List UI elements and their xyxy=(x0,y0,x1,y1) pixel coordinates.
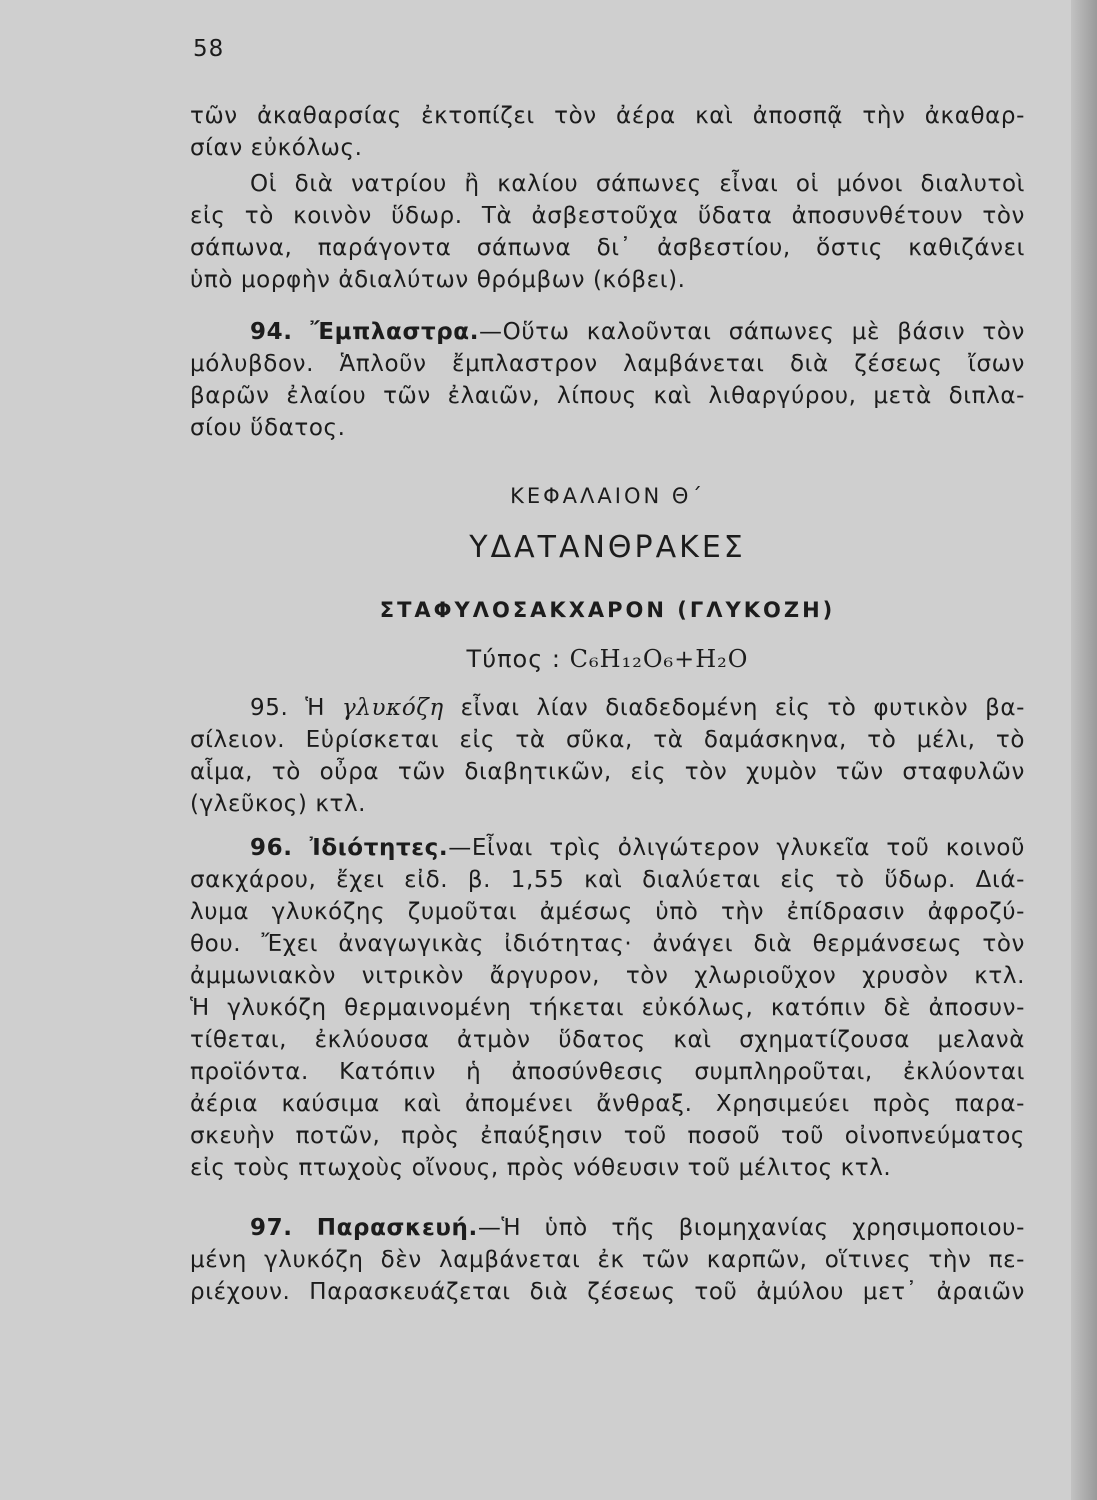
text-line: ριέχουν. Παρασκευάζεται διὰ ζέσεως τοῦ ἀμύλου μετ᾽ ἀραιῶν xyxy=(190,1279,1025,1305)
formula-value: C₆H₁₂O₆+H₂O xyxy=(569,645,749,673)
text-line-rest: —Ἡ ὑπὸ τῆς βιομηχανίας χρησιμοποιου- xyxy=(477,1215,1025,1241)
section-heading-96: 96. Ἰδιότητες. xyxy=(250,835,449,861)
text-line: Οἱ διὰ νατρίου ἢ καλίου σάπωνες εἶναι οἱ μόνοι διαλυτοὶ xyxy=(250,171,1025,197)
text-line: βαρῶν ἐλαίου τῶν ἐλαιῶν, λίπους καὶ λιθαργύρου, μετὰ διπλα- xyxy=(190,383,1025,409)
chemical-formula xyxy=(190,645,1025,673)
italic-term: γλυκόζη xyxy=(342,695,444,721)
paragraph-soaps xyxy=(190,168,1025,296)
paragraph-96-properties xyxy=(190,832,1025,1184)
text-line: προϊόντα. Κατόπιν ἡ ἀποσύνθεσις συμπληροῦται, ἐκλύονται xyxy=(190,1059,1025,1085)
chapter-title: ΥΔΑΤΑΝΘΡΑΚΕΣ xyxy=(469,530,746,565)
text-line: εἰς τὸ κοινὸν ὕδωρ. Τὰ ἀσβεστοῦχα ὕδατα ἀποσυνθέτουν τὸν xyxy=(190,203,1025,229)
text-line: σάπωνα, παράγοντα σάπωνα δι᾽ ἀσβεστίου, ὅστις καθιζάνει xyxy=(190,235,1025,261)
paragraph-95-glucose xyxy=(190,692,1025,820)
chapter-label: ΚΕΦΑΛΑΙΟΝ Θ΄ xyxy=(510,484,705,508)
paragraph-continuation xyxy=(190,100,1025,164)
text-line: μόλυβδον. Ἁπλοῦν ἔμπλαστρον λαμβάνεται διὰ ζέσεως ἴσων xyxy=(190,351,1025,377)
text-line: ὑπὸ μορφὴν ἀδιαλύτων θρόμβων (κόβει). xyxy=(190,267,686,293)
text-line: τίθεται, ἐκλύουσα ἀτμὸν ὕδατος καὶ σχηματίζουσα μελανὰ xyxy=(190,1027,1025,1053)
text-line: (γλεῦκος) κτλ. xyxy=(190,791,367,817)
text-line: Ἡ γλυκόζη θερμαινομένη τήκεται εὐκόλως, κατόπιν δὲ ἀποσυν- xyxy=(190,995,1025,1021)
text-line: σίλειον. Εὑρίσκεται εἰς τὰ σῦκα, τὰ δαμάσκηνα, τὸ μέλι, τὸ xyxy=(190,727,1025,753)
text-line: σακχάρου, ἔχει εἰδ. β. 1,55 καὶ διαλύεται εἰς τὸ ὕδωρ. Διά- xyxy=(190,867,1025,893)
formula-label: Τύπος : xyxy=(466,645,562,673)
text-line: σκευὴν ποτῶν, πρὸς ἐπαύξησιν τοῦ ποσοῦ τοῦ οἰνοπνεύματος xyxy=(190,1123,1025,1149)
text-line: σίου ὕδατος. xyxy=(190,415,346,441)
text-line: σίαν εὐκόλως. xyxy=(190,135,363,161)
text-line: αἷμα, τὸ οὖρα τῶν διαβητικῶν, εἰς τὸν χυμὸν τῶν σταφυλῶν xyxy=(190,759,1025,785)
text-line: ἀμμωνιακὸν νιτρικὸν ἄργυρον, τὸν χλωριοῦχον χρυσὸν κτλ. xyxy=(190,963,1025,989)
text-line: ἀέρια καύσιμα καὶ ἀπομένει ἄνθραξ. Χρησιμεύει πρὸς παρα- xyxy=(190,1091,1025,1117)
text-line xyxy=(190,316,1025,348)
section-heading-97: 97. Παρασκευή. xyxy=(250,1215,478,1241)
text-line xyxy=(190,1212,1025,1244)
text-line-rest: —Οὕτω καλοῦνται σάπωνες μὲ βάσιν τὸν xyxy=(479,319,1025,345)
text-line xyxy=(190,692,1025,724)
paragraph-97-preparation xyxy=(190,1212,1025,1308)
page-number: 58 xyxy=(193,36,225,62)
section-title: ΣΤΑΦΥΛΟΣΑΚΧΑΡΟΝ (ΓΛΥΚΟΖΗ) xyxy=(379,598,836,622)
text-line-rest: —Εἶναι τρὶς ὀλιγώτερον γλυκεῖα τοῦ κοινοῦ xyxy=(448,835,1025,861)
text-line: εἰς τοὺς πτωχοὺς οἴνους, πρὸς νόθευσιν τοῦ μέλιτος κτλ. xyxy=(190,1155,892,1181)
scan-edge-shadow xyxy=(1071,0,1097,1500)
text-line xyxy=(190,832,1025,864)
text-line: θου. Ἔχει ἀναγωγικὰς ἰδιότητας· ἀνάγει διὰ θερμάνσεως τὸν xyxy=(190,931,1025,957)
section-heading-94: 94. Ἔμπλαστρα. xyxy=(250,319,480,345)
paragraph-94-plasters xyxy=(190,316,1025,444)
paragraph-number: 95. Ἡ xyxy=(250,695,326,721)
text-line: τῶν ἀκαθαρσίας ἐκτοπίζει τὸν ἀέρα καὶ ἀποσπᾷ τὴν ἀκαθαρ- xyxy=(190,103,1025,129)
text-line-rest: εἶναι λίαν διαδεδομένη εἰς τὸ φυτικὸν βα- xyxy=(460,695,1025,721)
text-line: μένη γλυκόζη δὲν λαμβάνεται ἐκ τῶν καρπῶν, οἵτινες τὴν πε- xyxy=(190,1247,1025,1273)
text-line: λυμα γλυκόζης ζυμοῦται ἀμέσως ὑπὸ τὴν ἐπίδρασιν ἀφροζύ- xyxy=(190,899,1025,925)
